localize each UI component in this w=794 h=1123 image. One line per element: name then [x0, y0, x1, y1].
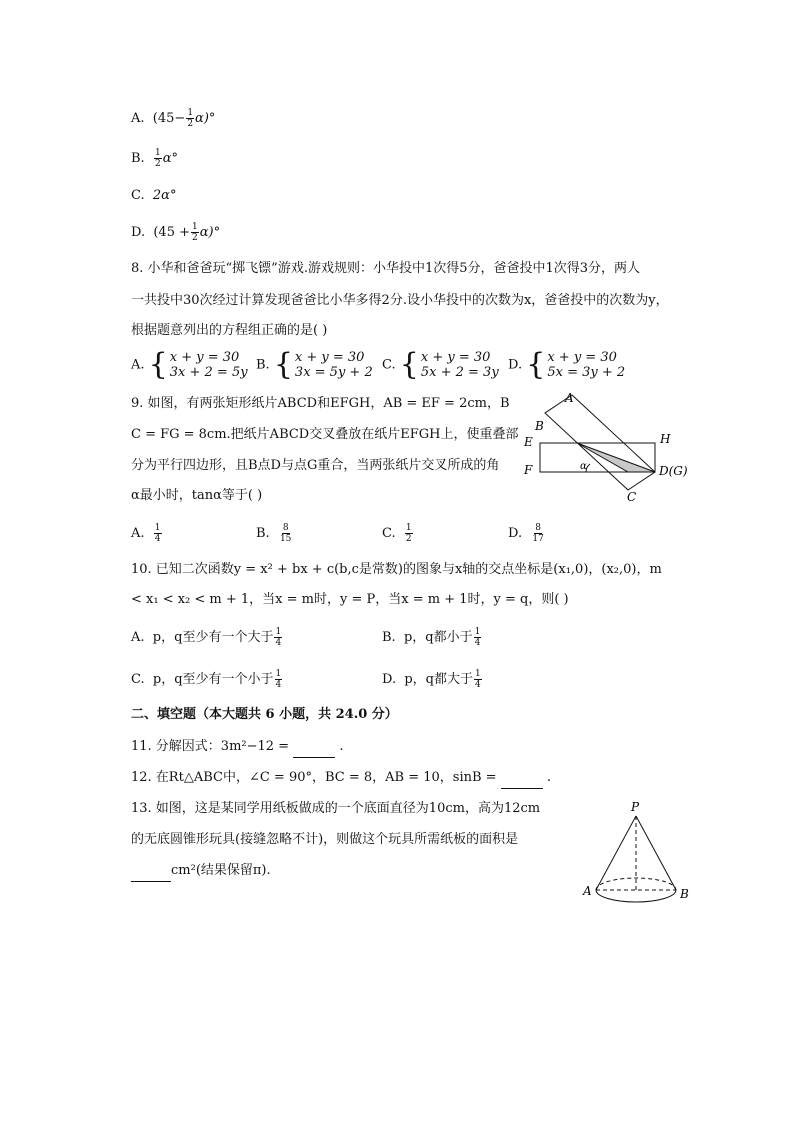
denominator: 2: [192, 233, 198, 243]
label-c: C: [627, 490, 637, 504]
option-label: D.: [382, 672, 397, 687]
q10-text-line2: < x₁ < x₂ < m + 1，当x = m时，y = P，当x = m + 1时，y = q，则( ): [131, 592, 569, 607]
q9-text-line1: 9. 如图，有两张矩形纸片ABCD和EFGH，AB = EF = 2cm，B: [131, 396, 510, 411]
q11: [131, 737, 343, 758]
numerator: 1: [475, 669, 481, 679]
equation-2: 5x + 2 = 3y: [420, 365, 499, 380]
denominator: 17: [532, 534, 544, 544]
option-text: p，q至少有一个大于: [152, 630, 274, 645]
option-label: A.: [131, 526, 145, 541]
option-label: A.: [131, 357, 145, 373]
label-b: B: [680, 887, 689, 901]
option-text: p，q至少有一个小于: [152, 672, 274, 687]
option-label: C.: [131, 672, 145, 687]
denominator: 4: [275, 680, 282, 690]
q9-option-a[interactable]: [131, 523, 163, 544]
label-e: E: [524, 435, 533, 449]
q13-text-post: cm²(结果保留π).: [171, 863, 271, 878]
q9-option-c[interactable]: [382, 523, 414, 544]
equation-system: [526, 347, 626, 382]
label-alpha: α: [580, 461, 587, 472]
brace-icon: {: [148, 347, 168, 382]
fraction: [186, 108, 194, 129]
label-b: B: [535, 419, 544, 433]
q9-option-b[interactable]: [256, 523, 293, 544]
fraction: [274, 627, 282, 648]
q10-option-b[interactable]: [382, 627, 482, 648]
equation-system: [273, 347, 373, 382]
answer-blank[interactable]: [293, 737, 335, 758]
q8-text-line2: 一共投中30次经过计算发现爸爸比小华多得2分.设小华投中的次数为x，爸爸投中的次数为y，: [131, 293, 669, 308]
option-label: D.: [508, 357, 523, 373]
numerator: 1: [192, 222, 198, 232]
q8-text-line3: 根据题意列出的方程组正确的是( ): [131, 323, 328, 338]
q9-rectangles-figure: [518, 390, 704, 508]
q12: [131, 768, 551, 789]
q12-text: 12. 在Rt△ABC中，∠C = 90°，BC = 8，AB = 10，sinB =: [131, 770, 501, 785]
equation-1: x + y = 30: [547, 350, 617, 365]
fraction: [154, 523, 162, 544]
option-label: C.: [382, 526, 396, 541]
denominator: 4: [475, 680, 481, 690]
equation-1: x + y = 30: [169, 350, 240, 365]
numerator: 1: [154, 148, 161, 158]
numerator: 8: [535, 523, 541, 533]
q11-text: 11. 分解因式：3m²−12 =: [131, 739, 294, 754]
answer-blank[interactable]: [501, 768, 543, 789]
equation-1: x + y = 30: [294, 350, 365, 365]
fraction: [531, 523, 544, 544]
q10-option-c[interactable]: [131, 669, 283, 690]
q8-option-d[interactable]: [508, 347, 626, 382]
option-label: C.: [131, 188, 145, 203]
label-a: A: [583, 884, 592, 898]
equation-2: 3x = 5y + 2: [294, 365, 373, 380]
option-label: A.: [131, 111, 145, 126]
fraction: [405, 523, 413, 544]
option-text: p，q都大于: [404, 672, 474, 687]
q7-a-pre: (45−: [152, 111, 186, 126]
label-h: H: [660, 432, 671, 446]
option-label: D.: [131, 225, 146, 240]
label-d-g: D(G): [659, 464, 688, 478]
equation-2: 5x = 3y + 2: [547, 365, 626, 380]
option-label: B.: [256, 357, 270, 373]
option-label: B.: [382, 630, 396, 645]
overlap-parallelogram: [577, 443, 655, 472]
numerator: 1: [275, 627, 282, 637]
q13-cone-figure: [578, 798, 698, 916]
equation-system: [148, 347, 248, 382]
q7-d-post: α)°: [199, 225, 221, 240]
option-label: A.: [131, 630, 145, 645]
equation-system: [399, 347, 499, 382]
equation-2: 3x + 2 = 5y: [169, 365, 248, 380]
q11-post: .: [335, 739, 344, 754]
q9-text-line2: C = FG = 8cm.把纸片ABCD交叉叠放在纸片EFGH上，使重叠部: [131, 427, 519, 442]
q7-option-a[interactable]: [131, 108, 215, 129]
numerator: 1: [474, 627, 481, 637]
label-a: A: [565, 391, 574, 405]
fraction: [474, 627, 482, 648]
q10-option-a[interactable]: [131, 627, 283, 648]
numerator: 1: [405, 523, 412, 533]
fraction: [279, 523, 292, 544]
brace-icon: {: [399, 347, 419, 382]
option-label: C.: [382, 357, 396, 373]
numerator: 1: [154, 523, 161, 533]
q8-option-b[interactable]: [256, 347, 373, 382]
denominator: 15: [279, 534, 292, 544]
label-p: P: [631, 800, 640, 814]
q12-post: .: [542, 770, 551, 785]
option-label: B.: [256, 526, 270, 541]
option-text: p，q都小于: [403, 630, 473, 645]
q8-option-c[interactable]: [382, 347, 499, 382]
denominator: 2: [154, 159, 161, 169]
fraction: [191, 222, 199, 243]
q7-b-post: α°: [162, 151, 178, 166]
cone-right-edge: [636, 816, 676, 890]
equation-1: x + y = 30: [420, 350, 491, 365]
q13-text-line1: 13. 如图，这是某同学用纸板做成的一个底面直径为10cm，高为12cm: [131, 801, 541, 816]
brace-icon: {: [273, 347, 293, 382]
q8-option-a[interactable]: [131, 347, 248, 382]
q9-option-d[interactable]: [508, 523, 546, 544]
q7-option-b[interactable]: [131, 148, 178, 169]
denominator: 4: [275, 638, 282, 648]
q9-text-line4: α最小时，tanα等于( ): [131, 488, 263, 503]
q10-option-d[interactable]: [382, 669, 483, 690]
denominator: 2: [405, 534, 412, 544]
section-title: 二、填空题（本大题共 6 小题，共 24.0 分）: [131, 707, 398, 722]
denominator: 4: [474, 638, 481, 648]
q8-text-line1: 8. 小华和爸爸玩“掷飞镖”游戏.游戏规则：小华投中1次得5分，爸爸投中1次得3分，两人: [131, 261, 641, 276]
label-f: F: [524, 463, 533, 477]
brace-icon: {: [526, 347, 546, 382]
option-label: D.: [508, 526, 523, 541]
numerator: 1: [187, 108, 194, 118]
answer-blank[interactable]: [131, 861, 171, 882]
q13-text-line2: 的无底圆锥形玩具(接缝忽略不计)，则做这个玩具所需纸板的面积是: [131, 832, 519, 847]
fraction: [474, 669, 482, 690]
q10-text-line1: 10. 已知二次函数y = x² + bx + c(b,c是常数)的图象与x轴的交点坐标是(x₁,0)，(x₂,0)，m: [131, 562, 662, 577]
fraction: [154, 148, 162, 169]
option-label: B.: [131, 151, 145, 166]
fraction: [275, 669, 283, 690]
denominator: 4: [154, 534, 161, 544]
q7-option-c[interactable]: [131, 186, 176, 206]
q7-d-pre: (45 +: [153, 225, 190, 240]
q9-text-line3: 分为平行四边形，且B点D与点G重合，当两张纸片交叉所成的角: [131, 458, 500, 473]
q7-c-text: 2α°: [152, 188, 177, 203]
numerator: 8: [282, 523, 289, 533]
denominator: 2: [187, 119, 194, 129]
q13-text-line3: [131, 861, 271, 882]
q7-a-post: α)°: [195, 111, 216, 126]
q7-option-d[interactable]: [131, 222, 220, 243]
base-front-arc: [596, 890, 676, 902]
cone-left-edge: [596, 816, 636, 890]
numerator: 1: [275, 669, 282, 679]
